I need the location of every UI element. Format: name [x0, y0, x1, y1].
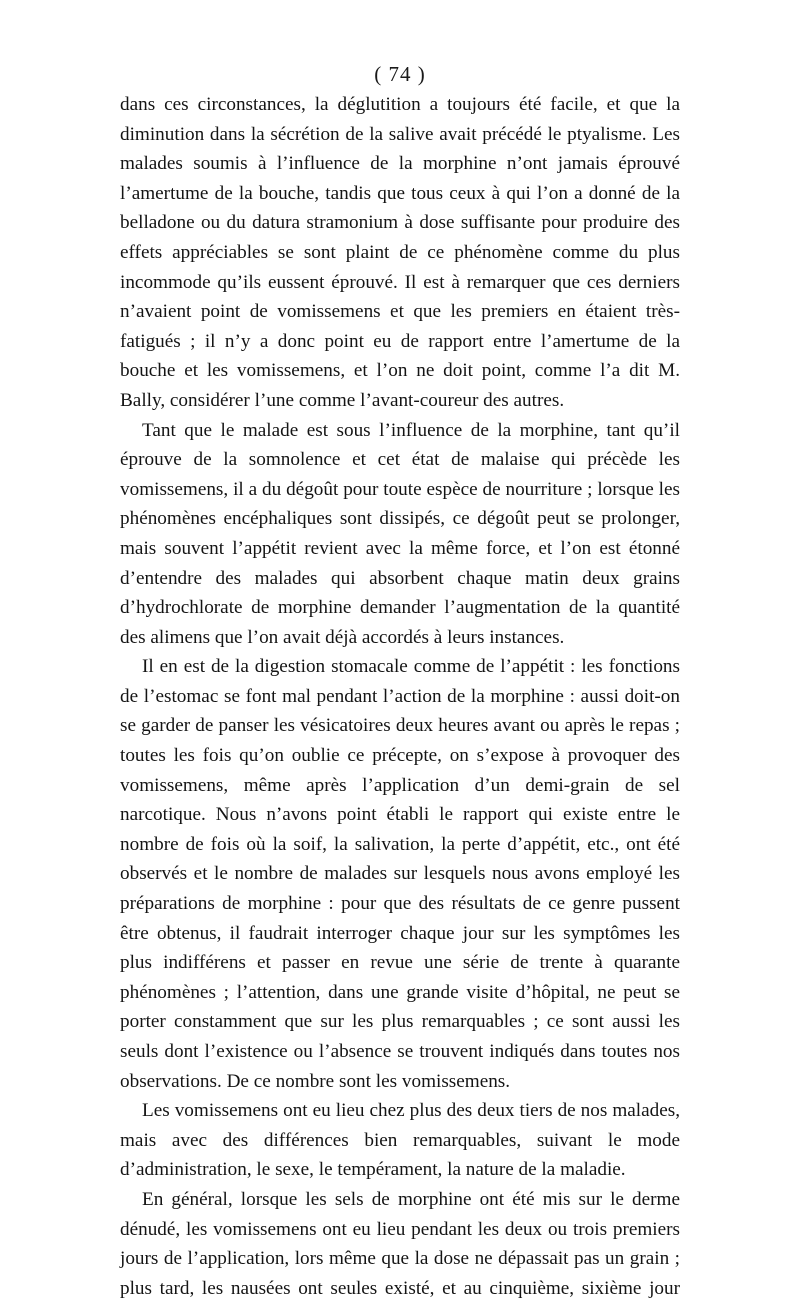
page-text [120, 90, 680, 1303]
paragraph-3: Il en est de la digestion stomacale comme de l’appétit : les fonctions de l’estomac se font mal pendant l’action de la morphine : aussi doit-on se garder de panser les vésicatoires deux heures avant ou après le repas ; toutes les fois qu’on oublie ce précepte, on s’expose à provoquer des vomissemens, même après l’application d’un demi-grain de sel narcotique. Nous n’avons point établi le rapport qui existe entre le nombre de fois où la soif, la salivation, la perte d’appétit, etc., ont été observés et le nombre de malades sur lesquels nous avons employé les préparations de morphine : pour que des résultats de ce genre pussent être obtenus, il faudrait interroger chaque jour sur les symptômes les plus indifférens et passer en revue une série de trente à quarante phénomènes ; l’attention, dans une grande visite d’hôpital, ne peut se porter constamment que sur les plus remarquables ; ce sont aussi les seuls dont l’existence ou l’absence se trouvent indiqués dans toutes nos observations. De ce nombre sont les vomissemens. [120, 656, 680, 1092]
paragraph-1: dans ces circonstances, la déglutition a toujours été facile, et que la diminution dans la sécrétion de la salive avait précédé le ptyalisme. Les malades soumis à l’influence de la morphine n’ont jamais éprouvé l’amertume de la bouche, tandis que tous ceux à qui l’on a donné de la belladone ou du datura stramonium à dose suffisante pour produire des effets appréciables se sont plaint de ce phénomène comme du plus incommode qu’ils eussent éprouvé. Il est à remarquer que ces derniers n’avaient point de vomissemens et que les premiers en étaient très-fatigués ; il n’y a donc point eu de rapport entre l’amertume de la bouche et les vomissemens, et l’on ne doit point, comme l’a dit M. Bally, considérer l’une comme l’avant-coureur des autres. [120, 94, 680, 411]
paragraph-2: Tant que le malade est sous l’influence de la morphine, tant qu’il éprouve de la somnolence et cet état de malaise qui précède les vomissemens, il a du dégoût pour toute espèce de nourriture ; lorsque les phénomènes encéphaliques sont dissipés, ce dégoût peut se prolonger, mais souvent l’appétit revient avec la même force, et l’on est étonné d’entendre des malades qui absorbent chaque matin deux grains d’hydrochlorate de morphine demander l’augmentation de la quantité des alimens que l’on avait déjà accordés à leurs instances. [120, 419, 680, 648]
paragraph-5: En général, lorsque les sels de morphine ont été mis sur le derme dénudé, les vomissemens ont eu lieu pendant les deux ou trois premiers jours de l’application, lors même que la dose ne dépassait pas un grain ; plus tard, les nausées ont seules existé, et au cinquième, sixième jour [120, 1188, 680, 1299]
paragraph-4: Les vomissemens ont eu lieu chez plus des deux tiers de nos malades, mais avec des différences bien remarquables, suivant le mode d’administration, le sexe, le tempérament, la nature de la maladie. [120, 1100, 680, 1181]
page-number: ( 74 ) [374, 62, 426, 86]
